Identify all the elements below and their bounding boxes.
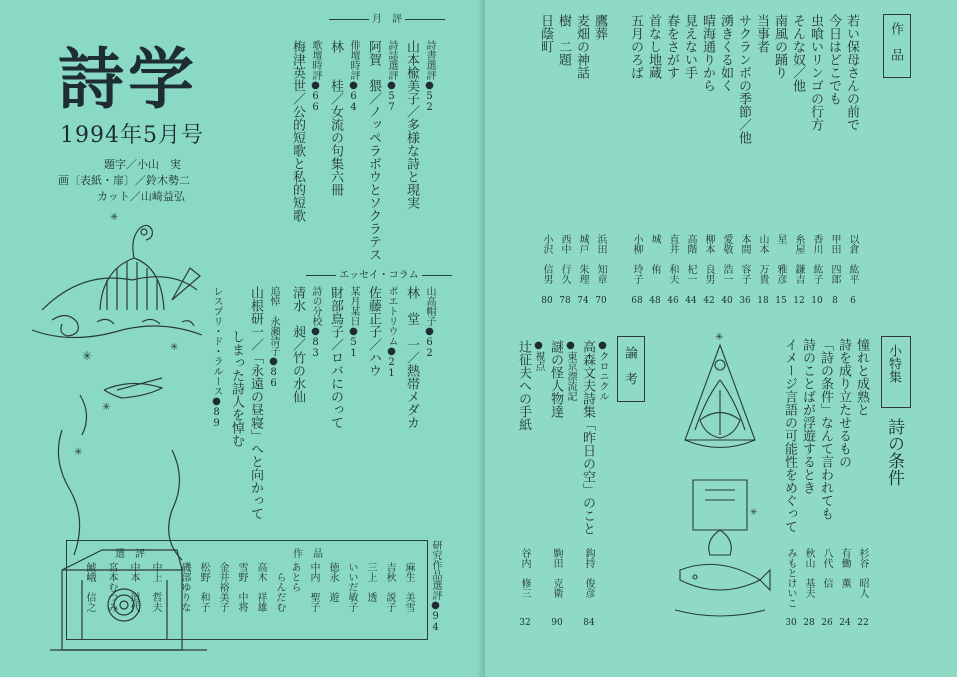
essay-label: 某月某日●51 (348, 286, 359, 359)
work-author: 吉秋 説子 (384, 562, 395, 612)
monthly-entry[interactable]: 阿賀 猥／ノッペラボウとソクラテス (366, 40, 381, 261)
page-number: 6 (850, 296, 856, 306)
work-author: 城 侑 (649, 234, 660, 274)
feature-author: 杉谷 昭人 (857, 548, 868, 598)
work-author: 西中 行久 (559, 234, 570, 284)
research-label: 研究作品選評●94 (430, 540, 441, 633)
work-title[interactable]: 五月のろば (628, 14, 643, 79)
monthly-label: 詩書選評●52 (424, 40, 435, 113)
section-header-essays: エッセイ・コラム (294, 266, 464, 281)
page-number: 68 (631, 296, 643, 306)
feature-title[interactable]: 憧れと成熟と (854, 338, 869, 416)
essay-entry[interactable]: 林 堂 一／熱帯メダカ (404, 286, 419, 429)
judge-name: 中本 道代 (128, 562, 139, 612)
work-author: 柳本 良男 (703, 234, 714, 284)
work-title[interactable]: 南風の踊り (772, 14, 787, 79)
judge-name: 鯱峨 信之 (84, 562, 95, 612)
memorial-label: 追悼 永瀬清子●86 (268, 286, 279, 389)
svg-text:✳: ✳ (750, 508, 758, 518)
page-number: 46 (667, 296, 679, 306)
work-author: 金井裕美子 (217, 562, 228, 612)
feature-author: 八代 信 (821, 548, 832, 588)
works-label: 作 品 (888, 22, 903, 61)
work-author: 愛敬 浩一 (721, 234, 732, 284)
page-number: 15 (775, 296, 787, 306)
work-author: 麻生 美雪 (403, 562, 414, 612)
page-number: 70 (595, 296, 607, 306)
ronkou-kicker: ●クロニクル (597, 340, 608, 401)
page-number: 44 (685, 296, 697, 306)
work-author: 中内 聖子 (308, 562, 319, 612)
issue-date: 1994年5月号 (60, 123, 204, 148)
work-title[interactable]: 鷹葬 (592, 14, 607, 40)
essay-label: 詩の分校●83 (310, 286, 321, 359)
page-number: 90 (551, 618, 563, 628)
monthly-entry[interactable]: 山本楡美子／多様な詩と現実 (404, 40, 419, 209)
feature-author: 有働 薫 (839, 548, 850, 588)
ronkou-kicker: ●視点 (533, 340, 544, 371)
feature-label: 小特集 (886, 344, 901, 383)
judge-name: 宮本むつみ (106, 562, 117, 612)
work-title[interactable]: サクランボの季節／他 (736, 14, 751, 144)
work-author: 小柳 玲子 (631, 234, 642, 284)
monthly-entry[interactable]: 梅津英世／公的短歌と私的短歌 (290, 40, 305, 222)
ronkou-kicker: ●東京漂流記 (565, 340, 576, 401)
ronkou-title[interactable]: 高森文夫詩集「昨日の空」のこと (580, 340, 595, 535)
work-author: 小沢 信男 (541, 234, 552, 284)
serial-entry[interactable]: レスプリ・ド・ラルース●89 (211, 286, 222, 429)
svg-text:✳: ✳ (82, 349, 93, 363)
work-title[interactable]: 虫喰いリンゴの行方 (808, 14, 823, 131)
work-author: 高木 祥雄 (255, 562, 266, 612)
page-number: 8 (832, 296, 838, 306)
feature-author: 秋山 基夫 (803, 548, 814, 598)
work-title[interactable]: 若い保母さんの前で (844, 14, 859, 131)
work-author: いいだ敏子 (346, 562, 357, 612)
monthly-label: 俳壇時評●64 (348, 40, 359, 113)
feature-title[interactable]: 詩を成り立たせるもの (836, 338, 851, 468)
ronkou-author: 鈎持 俊彦 (583, 548, 594, 598)
page-number: 42 (703, 296, 715, 306)
work-title[interactable]: 晴海通りから (700, 14, 715, 92)
work-title[interactable]: 見えない手 (682, 14, 697, 79)
page-number: 26 (821, 618, 833, 628)
section-header-monthly: 月 評 (318, 10, 456, 25)
monthly-label: 詩誌選評●57 (386, 40, 397, 113)
magazine-title: 詩学 (58, 41, 198, 118)
right-page (485, 0, 957, 677)
ronkou-label: 論 考 (622, 346, 637, 385)
works-header: 作 品 (293, 549, 323, 560)
essay-label: ポエトリウム●21 (386, 286, 397, 379)
ronkou-author: 谷内 修三 (519, 548, 530, 598)
judge-name: 中上 哲夫 (150, 562, 161, 612)
page-number: 30 (785, 618, 797, 628)
svg-text:✳: ✳ (715, 332, 724, 343)
page-number: 18 (757, 296, 769, 306)
work-title[interactable]: 首なし地蔵 (646, 14, 661, 79)
page-number: 84 (583, 618, 595, 628)
monthly-entry[interactable]: 林 桂／女流の句集六冊 (328, 40, 343, 196)
credit-line: カット／山崎益弘 (97, 190, 185, 203)
essay-entry[interactable]: 佐藤正子／ハウ (366, 286, 381, 377)
page-number: 40 (721, 296, 733, 306)
work-author: 高階 杞一 (685, 234, 696, 284)
work-author: 甲田 四郎 (829, 234, 840, 284)
page-number: 36 (739, 296, 751, 306)
work-author: 糸屋 鎌吉 (793, 234, 804, 284)
monthly-label: 歌壇時評●66 (310, 40, 321, 113)
ronkou-title[interactable]: 辻征夫への手紙 (516, 340, 531, 431)
page-number: 22 (857, 618, 869, 628)
svg-text:✳: ✳ (110, 212, 119, 223)
work-author: 松野 和子 (198, 562, 209, 612)
work-author: 以倉 紘平 (847, 234, 858, 284)
page-number: 10 (811, 296, 823, 306)
work-title[interactable]: 春をさがす (664, 14, 679, 79)
memorial-entry-cont: しまった詩人を悼む (229, 330, 244, 447)
work-title[interactable]: 麦畑の神話 (574, 14, 589, 79)
ronkou-author: 駒田 克衛 (551, 548, 562, 598)
page-number: 74 (577, 296, 589, 306)
work-author: 雪野 中将 (236, 562, 247, 612)
work-title[interactable]: 樹 二題 (556, 14, 571, 66)
work-title[interactable]: 今日はどこでも (826, 14, 841, 105)
page-number: 24 (839, 618, 851, 628)
memorial-entry[interactable]: 山根研一／「永遠の昼寝」へと向かって (248, 286, 263, 520)
ronkou-title[interactable]: 謎の怪人物達 (548, 340, 563, 418)
svg-text:✳: ✳ (170, 342, 179, 353)
work-title[interactable]: 当事者 (754, 14, 769, 53)
feature-title[interactable]: 「詩の条件」なんて言われても (818, 338, 833, 520)
work-author: 城戸 朱理 (577, 234, 588, 284)
work-author: 星 雅彦 (775, 234, 786, 284)
page-number: 48 (649, 296, 661, 306)
work-author: 本間 容子 (739, 234, 750, 284)
work-author: 香川 紘子 (811, 234, 822, 284)
page-number: 12 (793, 296, 805, 306)
svg-text:✳: ✳ (102, 402, 111, 413)
feature-title[interactable]: イメージ言語の可能性をめぐって (782, 338, 797, 533)
work-author: 徳永 遊 (327, 562, 338, 602)
credit-line: 題字／小山 実 (104, 158, 181, 171)
feature-theme: 詩の条件 (884, 418, 904, 486)
work-author: 三上 透 (365, 562, 376, 602)
work-author: あとら (289, 562, 300, 592)
feature-author: みもとけいこ (785, 548, 796, 608)
feature-title[interactable]: 詩のことばが浮遊するとき (800, 338, 815, 494)
work-title[interactable]: そんな奴／他 (790, 14, 805, 92)
judges-header: 選 評 (115, 549, 145, 560)
work-author: らんだむ (274, 572, 285, 612)
feature-illustration (665, 330, 775, 630)
essay-entry[interactable]: 財部鳥子／ロバにのって (328, 286, 343, 429)
page-number: 78 (559, 296, 571, 306)
essay-label: 山高帽子●62 (424, 286, 435, 359)
svg-text:✳: ✳ (74, 447, 83, 458)
page-number: 80 (541, 296, 553, 306)
work-title[interactable]: 湧きくる如く (718, 14, 733, 92)
work-title[interactable]: 日蔭町 (538, 14, 553, 53)
work-author: 山本 万貴 (757, 234, 768, 284)
essay-entry[interactable]: 清水 昶／竹の水仙 (290, 286, 305, 403)
page-number: 28 (803, 618, 815, 628)
work-author: 直井 和夫 (667, 234, 678, 284)
work-author: 浜田 知章 (595, 234, 606, 284)
page-number: 32 (519, 618, 531, 628)
credit-line: 画〔表紙・扉〕／鈴木勢二 (58, 174, 190, 187)
work-author: 磯部ゆりな (179, 562, 190, 612)
